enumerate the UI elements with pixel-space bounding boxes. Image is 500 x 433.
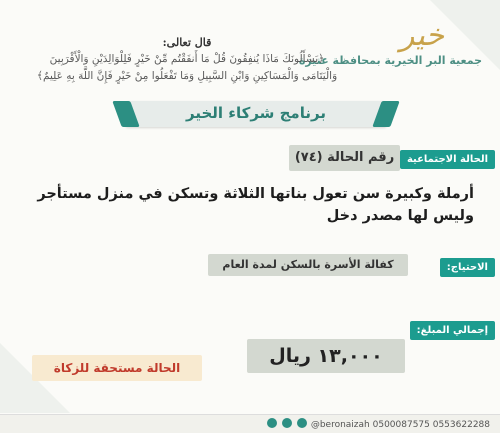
instagram-icon: [282, 418, 292, 428]
program-title: برنامج شركاء الخير: [186, 104, 326, 122]
case-description: أرملة وكبيرة سن تعول بناتها الثلاثة وتسكن في منزل مستأجر وليس لها مصدر دخل: [37, 186, 474, 224]
org-name: جمعية البر الخيرية بمحافظة عنيزة: [298, 54, 482, 67]
contact-footer: [0, 414, 500, 433]
verse-line-1: ﴿يَسْأَلُونَكَ مَاذَا يُنفِقُونَ قُلْ مَا أَنفَقْتُم مِّنْ خَيْرٍ فَلِلْوَالِدَيْنِ وَالْأَقْرَبِينَ: [49, 53, 325, 65]
footer-contact: [266, 418, 490, 430]
program-banner: [125, 101, 387, 127]
quran-verse: [12, 36, 362, 85]
footer-contact-text: @beronaizah 0500087575 0553622288: [310, 420, 490, 430]
need-value: كفالة الأسرة بالسكن لمدة العام: [208, 254, 408, 276]
case-number: رقم الحالة (٧٤): [289, 145, 400, 171]
org-logo: [298, 18, 482, 67]
need-label: الاحتياج:: [440, 258, 495, 277]
social-status-label: الحالة الاجتماعية: [400, 150, 495, 169]
verse-title: قال تعالى:: [162, 36, 212, 49]
zakat-eligible-badge: الحالة مستحقة للزكاة: [32, 355, 202, 381]
total-amount: ١٣,٠٠٠ ريال: [247, 339, 405, 373]
twitter-icon: [267, 418, 277, 428]
verse-line-2: وَالْيَتَامَى وَالْمَسَاكِينِ وَابْنِ السَّبِيلِ وَمَا تَفْعَلُوا مِنْ خَيْرٍ فَإِنَّ اللَّهَ بِهِ عَلِيمٌ﴾: [36, 70, 338, 82]
logo-mark: خير: [399, 18, 445, 53]
total-label: إجمالي المبلغ:: [410, 321, 495, 340]
whatsapp-icon: [297, 418, 307, 428]
